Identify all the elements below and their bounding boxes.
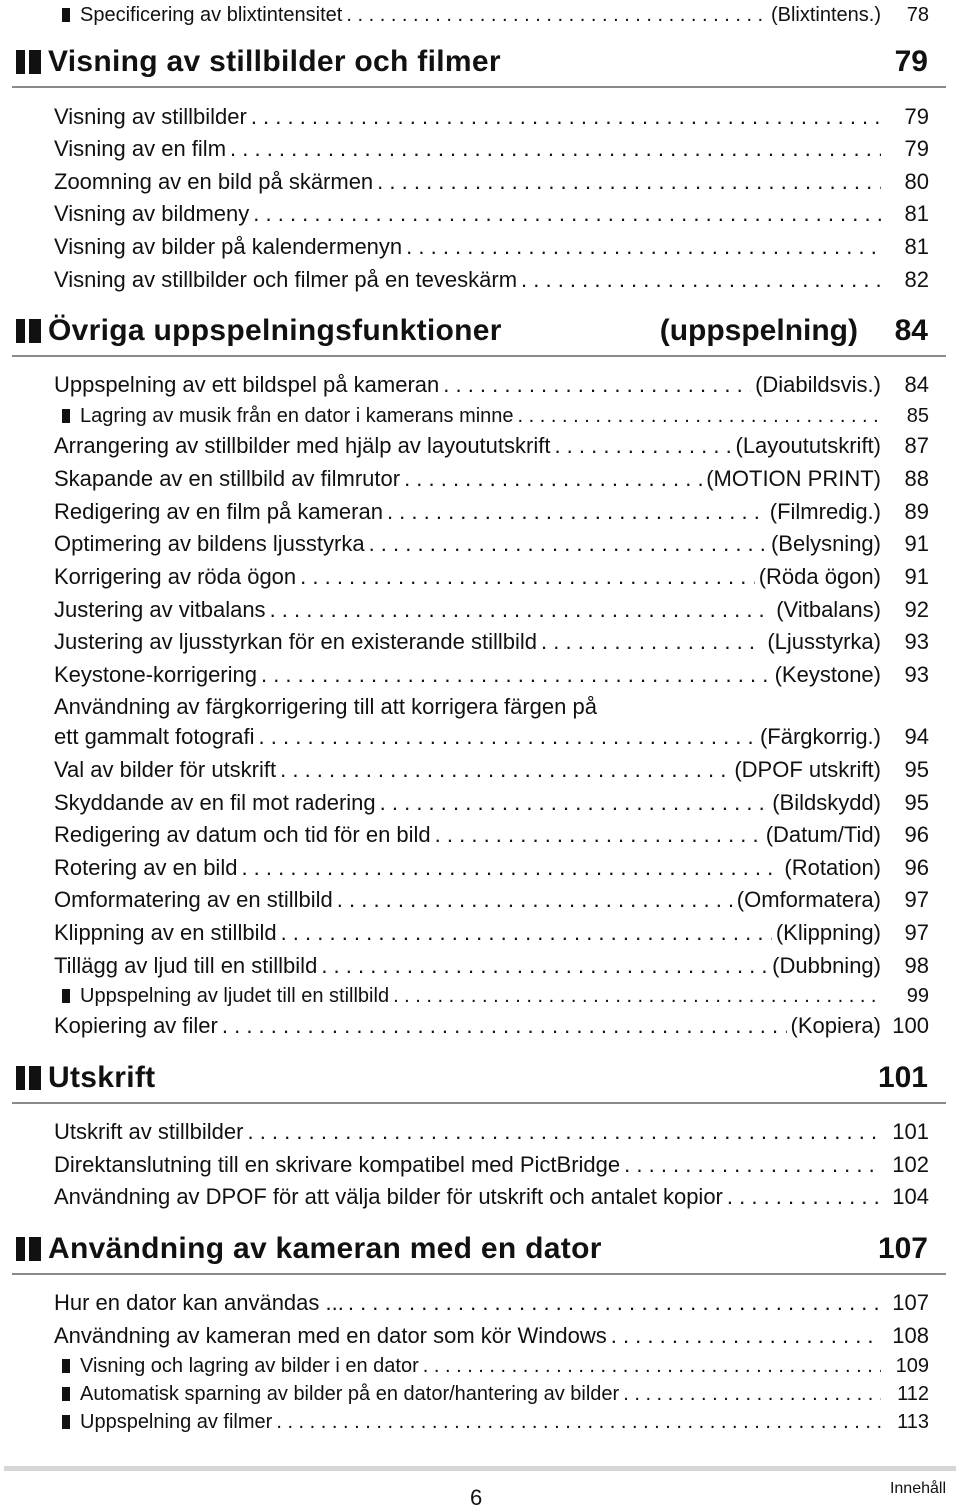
footer-page-number: 6: [470, 1485, 483, 1510]
entry-function: (Diabildsvis.): [755, 372, 881, 397]
entry-title: Lagring av musik från en dator i kamerans minne: [80, 405, 514, 427]
entry-page: 95: [904, 790, 929, 815]
entry-page: 94: [904, 724, 929, 749]
leader-dots: [623, 1379, 881, 1409]
section-heading-computer[interactable]: [12, 1227, 946, 1275]
toc-entry[interactable]: [54, 722, 929, 752]
bullet-marker-icon: [62, 989, 70, 1003]
entry-title: Uppspelning av ett bildspel på kameran: [54, 372, 440, 397]
leader-dots: [280, 755, 730, 785]
leader-dots: [377, 167, 881, 197]
leader-dots: [727, 1182, 881, 1212]
section-page: 84: [894, 314, 928, 347]
leader-dots: [241, 853, 780, 883]
section-heading-other-playback[interactable]: [12, 309, 946, 357]
leader-dots: [253, 199, 881, 229]
toc-entry[interactable]: [54, 627, 929, 657]
leader-dots: [230, 134, 881, 164]
entry-function: (Belysning): [770, 531, 881, 556]
entry-page: 79: [904, 104, 929, 129]
entry-title: Utskrift av stillbilder: [54, 1119, 244, 1144]
entry-function: (Röda ögon): [758, 564, 881, 589]
entry-function: (Kopiera): [790, 1013, 881, 1038]
toc-entry[interactable]: [54, 1182, 929, 1212]
entry-function: (Färgkorrig.): [759, 724, 881, 749]
entry-function: (Ljusstyrka): [767, 629, 881, 654]
entry-title: Tillägg av ljud till en stillbild: [54, 953, 318, 978]
leader-dots: [281, 918, 772, 948]
section-heading-printing[interactable]: [12, 1056, 946, 1104]
leader-dots: [611, 1321, 881, 1351]
entry-title: Justering av ljusstyrkan för en existerande stillbild: [54, 629, 538, 654]
leader-dots: [369, 529, 767, 559]
entry-page: 81: [904, 201, 929, 226]
entry-title: Keystone-korrigering: [54, 662, 257, 687]
entry-page: 93: [904, 629, 929, 654]
leader-dots: [406, 232, 881, 262]
entry-function: (Rotation): [784, 855, 881, 880]
section-title: Visning av stillbilder och filmer: [48, 45, 501, 78]
entry-function: (Vitbalans): [776, 597, 881, 622]
toc-entry[interactable]: [54, 595, 929, 625]
section-page: 79: [894, 45, 928, 78]
entry-function: (Klippning): [775, 920, 881, 945]
toc-entry[interactable]: [54, 1117, 929, 1147]
entry-title: Optimering av bildens ljusstyrka: [54, 531, 365, 556]
toc-entry[interactable]: [54, 755, 929, 785]
section-heading-playback[interactable]: [12, 40, 946, 88]
entry-title: Specificering av blixtintensitet: [80, 4, 343, 26]
entry-function: (Keystone): [774, 662, 881, 687]
leader-dots: [222, 1011, 787, 1041]
entry-page: 85: [906, 405, 929, 427]
entry-page: 95: [904, 757, 929, 782]
entry-page: 78: [906, 4, 929, 26]
leader-dots: [259, 722, 756, 752]
entry-title: Korrigering av röda ögon: [54, 564, 297, 589]
entry-title: Zoomning av en bild på skärmen: [54, 169, 374, 194]
toc-entry[interactable]: [54, 885, 929, 915]
toc-entry[interactable]: [54, 199, 929, 229]
entry-page: 96: [904, 822, 929, 847]
entry-title: Användning av DPOF för att välja bilder för utskrift och antalet kopior: [54, 1184, 723, 1209]
leader-dots: [554, 431, 731, 461]
section-title: Utskrift: [48, 1061, 156, 1094]
toc-entry[interactable]: [54, 788, 929, 818]
toc-entry[interactable]: [54, 529, 929, 559]
toc-entry[interactable]: [54, 167, 929, 197]
entry-page: 93: [904, 662, 929, 687]
entry-title: Kopiering av filer: [54, 1013, 218, 1038]
toc-entry[interactable]: [54, 232, 929, 262]
leader-dots: [435, 820, 762, 850]
toc-entry[interactable]: [54, 660, 929, 690]
entry-page: 88: [904, 466, 929, 491]
entry-title: Skapande av en stillbild av filmrutor: [54, 466, 401, 491]
section-marker-icon: [16, 1066, 42, 1090]
leader-dots: [541, 627, 763, 657]
toc-entry[interactable]: [54, 1150, 929, 1180]
entry-title: Visning av bildmeny: [54, 201, 250, 226]
entry-function: (MOTION PRINT): [706, 466, 881, 491]
entry-title: Visning och lagring av bilder i en dator: [80, 1355, 419, 1377]
entry-title: Klippning av en stillbild: [54, 920, 277, 945]
entry-title: Rotering av en bild: [54, 855, 238, 880]
leader-dots: [251, 102, 881, 132]
entry-title: Visning av en film: [54, 136, 227, 161]
toc-entry[interactable]: [54, 562, 929, 592]
bullet-marker-icon: [62, 8, 70, 22]
entry-page: 102: [892, 1152, 929, 1177]
bullet-marker-icon: [62, 1387, 70, 1401]
entry-page: 84: [904, 372, 929, 397]
entry-page: 91: [904, 531, 929, 556]
entry-page: 87: [904, 433, 929, 458]
toc-entry[interactable]: [54, 464, 929, 494]
leader-dots: [521, 265, 881, 295]
entry-title: ett gammalt fotografi: [54, 724, 255, 749]
section-page: 107: [877, 1232, 928, 1265]
entry-title: Skyddande av en fil mot radering: [54, 790, 376, 815]
toc-entry[interactable]: [54, 820, 929, 850]
entry-title: Arrangering av stillbilder med hjälp av layoututskrift: [54, 433, 551, 458]
toc-sub-entry[interactable]: [62, 401, 929, 431]
leader-dots: [346, 0, 767, 30]
leader-dots: [624, 1150, 881, 1180]
toc-sub-entry[interactable]: [62, 1351, 929, 1381]
toc-entry[interactable]: [54, 853, 929, 883]
entry-page: 96: [904, 855, 929, 880]
entry-title: Visning av stillbilder och filmer på en teveskärm: [54, 267, 518, 292]
leader-dots: [270, 595, 773, 625]
entry-function: (Blixtintens.): [770, 4, 881, 26]
entry-title: Omformatering av en stillbild: [54, 887, 333, 912]
entry-page: 108: [892, 1323, 929, 1348]
entry-function: (DPOF utskrift): [734, 757, 881, 782]
leader-dots: [261, 660, 771, 690]
footer-divider: [4, 1466, 956, 1471]
leader-dots: [387, 497, 766, 527]
entry-title: Visning av stillbilder: [54, 104, 247, 129]
entry-function: (Layoututskrift): [735, 433, 881, 458]
footer-label: Innehåll: [889, 1480, 946, 1497]
entry-title: Användning av kameran med en dator som kör Windows: [54, 1323, 607, 1348]
entry-function: (Filmredig.): [769, 499, 881, 524]
entry-page: 98: [904, 953, 929, 978]
section-page: 101: [877, 1061, 928, 1094]
entry-title: Redigering av datum och tid för en bild: [54, 822, 431, 847]
section-title: Övriga uppspelningsfunktioner: [48, 314, 502, 347]
entry-function: (Bildskydd): [772, 790, 881, 815]
entry-page: 97: [904, 920, 929, 945]
toc-sub-entry[interactable]: [62, 1407, 929, 1437]
leader-dots: [321, 951, 768, 981]
entry-page: 81: [904, 234, 929, 259]
entry-page: 109: [895, 1355, 929, 1377]
entry-function: (Datum/Tid): [765, 822, 881, 847]
leader-dots: [276, 1407, 881, 1437]
toc-sub-entry[interactable]: [62, 1379, 929, 1409]
leader-dots: [423, 1351, 881, 1381]
toc-entry[interactable]: [54, 1288, 929, 1318]
leader-dots: [380, 788, 769, 818]
entry-title: Hur en dator kan användas ...: [54, 1290, 344, 1315]
entry-page: 91: [904, 564, 929, 589]
entry-title-line1: Användning av färgkorrigering till att korrigera färgen på: [54, 694, 597, 719]
bullet-marker-icon: [62, 1415, 70, 1429]
leader-dots: [404, 464, 702, 494]
entry-page: 100: [892, 1013, 929, 1038]
toc-entry[interactable]: [54, 918, 929, 948]
toc-entry[interactable]: [54, 951, 929, 981]
entry-title: Val av bilder för utskrift: [54, 757, 277, 782]
entry-page: 99: [906, 985, 929, 1007]
entry-page: 112: [897, 1383, 929, 1405]
entry-title: Visning av bilder på kalendermenyn: [54, 234, 403, 259]
section-marker-icon: [16, 319, 42, 343]
toc-sub-entry[interactable]: [62, 981, 929, 1011]
entry-function: (Dubbning): [772, 953, 881, 978]
section-marker-icon: [16, 50, 42, 74]
leader-dots: [247, 1117, 881, 1147]
bullet-marker-icon: [62, 409, 70, 423]
entry-page: 82: [904, 267, 929, 292]
entry-function: (Omformatera): [736, 887, 881, 912]
entry-page: 92: [904, 597, 929, 622]
entry-title: Uppspelning av filmer: [80, 1411, 273, 1433]
toc-entry[interactable]: [54, 431, 929, 461]
entry-page: 113: [897, 1411, 929, 1433]
leader-dots: [348, 1288, 881, 1318]
bullet-marker-icon: [62, 1359, 70, 1373]
toc-entry[interactable]: [54, 497, 929, 527]
entry-title: Uppspelning av ljudet till en stillbild: [80, 985, 390, 1007]
entry-page: 80: [904, 169, 929, 194]
toc-entry[interactable]: [54, 370, 929, 400]
entry-page: 107: [892, 1290, 929, 1315]
entry-title: Justering av vitbalans: [54, 597, 266, 622]
leader-dots: [443, 370, 751, 400]
toc-entry[interactable]: [54, 1321, 929, 1351]
toc-entry[interactable]: [54, 102, 929, 132]
entry-title: Redigering av en film på kameran: [54, 499, 383, 524]
entry-page: 79: [904, 136, 929, 161]
entry-page: 101: [892, 1119, 929, 1144]
entry-page: 89: [904, 499, 929, 524]
section-title: Användning av kameran med en dator: [48, 1232, 602, 1265]
section-marker-icon: [16, 1237, 42, 1261]
toc-entry[interactable]: [54, 134, 929, 164]
toc-entry-top[interactable]: [62, 0, 929, 30]
leader-dots: [337, 885, 733, 915]
toc-entry[interactable]: [54, 265, 929, 295]
leader-dots: [300, 562, 755, 592]
section-function: (uppspelning): [659, 314, 858, 347]
toc-entry[interactable]: [54, 1011, 929, 1041]
entry-title: Direktanslutning till en skrivare kompatibel med PictBridge: [54, 1152, 621, 1177]
leader-dots: [518, 401, 881, 431]
entry-page: 104: [892, 1184, 929, 1209]
entry-title: Automatisk sparning av bilder på en dator/hantering av bilder: [80, 1383, 620, 1405]
entry-page: 97: [904, 887, 929, 912]
leader-dots: [393, 981, 881, 1011]
